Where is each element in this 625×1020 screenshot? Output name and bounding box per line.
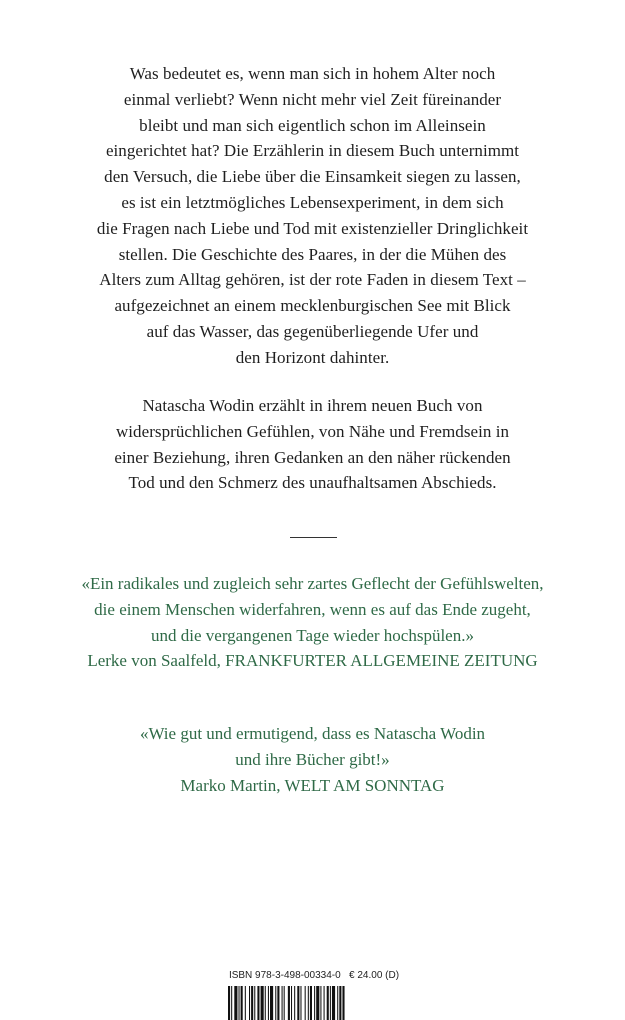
barcode-bar — [342, 986, 344, 1020]
barcode-bar — [316, 986, 319, 1020]
barcode-bar — [330, 986, 331, 1020]
text-line: den Versuch, die Liebe über die Einsamkeit siegen zu lassen, — [104, 167, 521, 187]
text-line: es ist ein letztmögliches Lebensexperiment, in dem sich — [121, 192, 504, 212]
review-quote-2 — [20, 721, 605, 798]
barcode-image — [226, 986, 402, 1020]
blurb-paragraph-2 — [30, 393, 595, 496]
isbn-text: ISBN 978-3-498-00334-0 — [228, 970, 341, 981]
barcode-bar — [314, 986, 315, 1020]
quote-attribution: Marko Martin, WELT AM SONNTAG — [180, 775, 445, 795]
quote-line: und die vergangenen Tage wieder hochspülen.» — [151, 625, 474, 645]
quote-attribution: Lerke von Saalfeld, FRANKFURTER ALLGEMEINE ZEITUNG — [87, 651, 538, 671]
barcode-bar — [234, 986, 237, 1020]
barcode-bar — [305, 986, 306, 1020]
barcode-bar — [332, 986, 335, 1020]
quote-line: «Wie gut und ermutigend, dass es Natascha Wodin — [139, 724, 486, 743]
text-line: widersprüchlichen Gefühlen, von Nähe und Fremdsein in — [115, 421, 510, 441]
quote-line: und ihre Bücher gibt!» — [235, 749, 390, 769]
barcode-bar — [300, 986, 301, 1020]
barcode-block — [226, 970, 402, 1020]
barcode-bar — [245, 986, 246, 1020]
barcode-bar — [249, 986, 250, 1020]
blurb-paragraph-1 — [30, 61, 595, 371]
barcode-bar — [284, 986, 285, 1020]
barcode-bar — [320, 986, 321, 1020]
text-line: Natascha Wodin erzählt in ihrem neuen Buch von — [142, 396, 483, 415]
barcode-bar — [254, 986, 255, 1020]
barcode-bar — [277, 986, 279, 1020]
text-line: aufgezeichnet an einem mecklenburgischen See mit Blick — [114, 296, 511, 316]
text-line: die Fragen nach Liebe und Tod mit existenzieller Dringlichkeit — [96, 218, 529, 238]
text-line: den Horizont dahinter. — [235, 347, 390, 367]
barcode-bar — [251, 986, 253, 1020]
barcode-bar — [241, 986, 243, 1020]
barcode-bar — [228, 986, 230, 1020]
text-line: Tod und den Schmerz des unaufhaltsamen Abschieds. — [128, 473, 497, 493]
barcode-bar — [275, 986, 276, 1020]
barcode-bar — [231, 986, 232, 1020]
barcode-bar — [339, 986, 341, 1020]
text-line: einmal verliebt? Wenn nicht mehr viel Zeit füreinander — [123, 89, 502, 109]
barcode-bar — [308, 986, 309, 1020]
barcode-bar — [282, 986, 283, 1020]
barcode-bar — [337, 986, 338, 1020]
barcode-bar — [239, 986, 240, 1020]
quote-line: «Ein radikales und zugleich sehr zartes Geflecht der Gefühlswelten, — [81, 574, 544, 593]
barcode-bar — [310, 986, 312, 1020]
barcode-bar — [265, 986, 266, 1020]
text-line: bleibt und man sich eigentlich schon im Alleinsein — [139, 115, 486, 135]
text-line: stellen. Die Geschichte des Paares, in der die Mühen des — [118, 244, 507, 264]
text-line: einer Beziehung, ihren Gedanken an den näher rückenden — [114, 447, 511, 467]
section-divider — [290, 537, 337, 538]
isbn-price-label — [226, 970, 402, 981]
text-line: auf das Wasser, das gegenüberliegende Ufer und — [146, 321, 479, 341]
barcode-bar — [288, 986, 290, 1020]
barcode-bar — [297, 986, 299, 1020]
text-line: eingerichtet hat? Die Erzählerin in diesem Buch unternimmt — [105, 141, 520, 161]
barcode-bar — [291, 986, 292, 1020]
barcode-bar — [327, 986, 329, 1020]
text-line: Alters zum Alltag gehören, ist der rote Faden in diesem Text – — [99, 270, 526, 290]
barcode-bar — [257, 986, 259, 1020]
review-quote-1 — [20, 571, 605, 674]
barcode-bar — [294, 986, 295, 1020]
barcode-bar — [268, 986, 269, 1020]
barcode-bar — [324, 986, 325, 1020]
quote-line: die einem Menschen widerfahren, wenn es auf das Ende zugeht, — [94, 599, 531, 619]
barcode-bar — [270, 986, 273, 1020]
text-line: Was bedeutet es, wenn man sich in hohem Alter noch — [129, 64, 496, 83]
barcode-bar — [261, 986, 264, 1020]
price-text: € 24.00 (D) — [349, 970, 400, 981]
